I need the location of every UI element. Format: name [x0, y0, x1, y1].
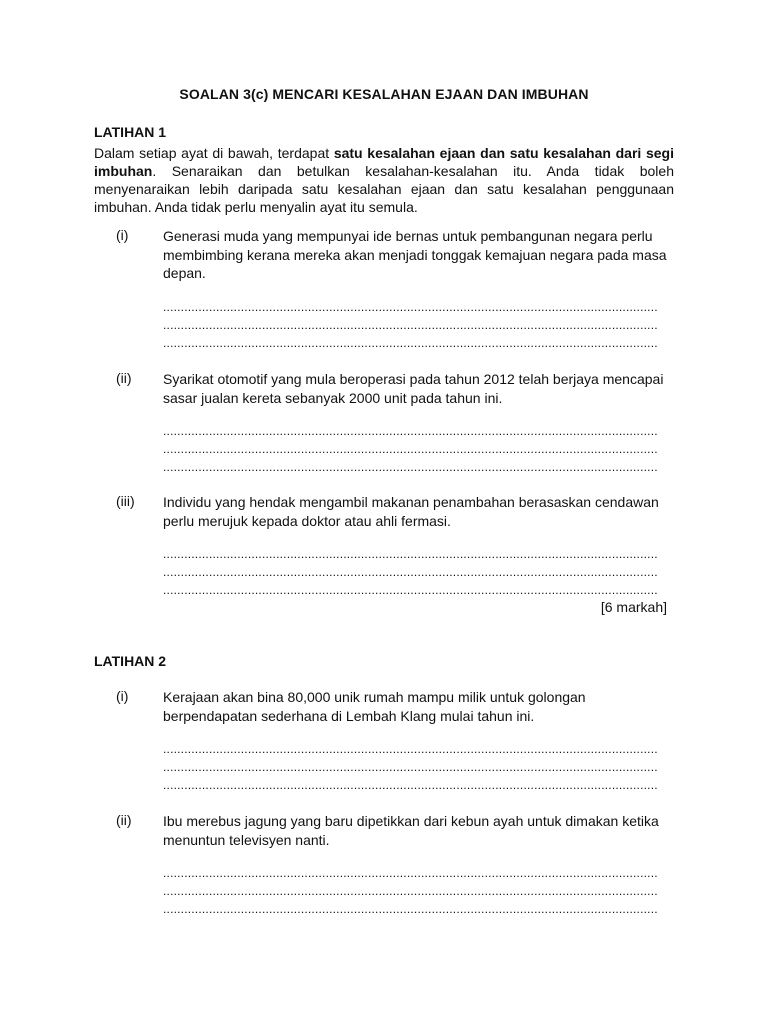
latihan-1-heading: LATIHAN 1	[94, 124, 167, 140]
instructions-paragraph	[94, 144, 674, 216]
question-text: Ibu merebus jagung yang baru dipetikkan dari kebun ayah untuk dimakan ketika menuntun televisyen nanti.	[163, 813, 659, 848]
instructions-text-2: . Senaraikan dan betulkan kesalahan-kesalahan itu. Anda tidak boleh menyenaraikan lebih daripada satu kesalahan ejaan dan satu kesalahan penggunaan imbuhan. Anda tidak perlu menyalin ayat itu semula.	[94, 163, 674, 215]
answer-line[interactable]: ............................................................................................................................................	[163, 565, 658, 579]
page-title: SOALAN 3(c) MENCARI KESALAHAN EJAAN DAN IMBUHAN	[179, 86, 589, 102]
answer-line[interactable]: ............................................................................................................................................	[163, 442, 658, 456]
answer-line[interactable]: ............................................................................................................................................	[163, 300, 658, 314]
question-text: Individu yang hendak mengambil makanan penambahan berasaskan cendawan perlu merujuk kepada doktor atau ahli fermasi.	[163, 494, 659, 529]
question-number: (ii)	[116, 812, 132, 828]
answer-line[interactable]: ............................................................................................................................................	[163, 742, 658, 756]
answer-line[interactable]: ............................................................................................................................................	[163, 760, 658, 774]
latihan-2-heading: LATIHAN 2	[94, 653, 167, 669]
answer-lines-l1-q1	[163, 298, 675, 352]
answer-line[interactable]: ............................................................................................................................................	[163, 884, 658, 898]
answer-lines-l1-q2	[163, 422, 675, 476]
question-number: (ii)	[116, 370, 132, 386]
answer-lines-l1-q3	[163, 545, 675, 599]
question-text: Generasi muda yang mempunyai ide bernas untuk pembangunan negara perlu membimbing kerana mereka akan menjadi tonggak kemajuan negara pada masa depan.	[163, 228, 667, 281]
question-number: (i)	[116, 227, 129, 243]
instructions-text-1: Dalam setiap ayat di bawah, terdapat	[94, 145, 334, 161]
question-text: Syarikat otomotif yang mula beroperasi pada tahun 2012 telah berjaya mencapai sasar jualan kereta sebanyak 2000 unit pada tahun ini.	[163, 371, 664, 406]
answer-line[interactable]: ............................................................................................................................................	[163, 424, 658, 438]
answer-line[interactable]: ............................................................................................................................................	[163, 318, 658, 332]
answer-line[interactable]: ............................................................................................................................................	[163, 460, 658, 474]
answer-line[interactable]: ............................................................................................................................................	[163, 583, 658, 597]
answer-lines-l2-q2	[163, 864, 675, 918]
answer-line[interactable]: ............................................................................................................................................	[163, 547, 658, 561]
question-number: (iii)	[116, 493, 135, 509]
answer-line[interactable]: ............................................................................................................................................	[163, 866, 658, 880]
question-text: Kerajaan akan bina 80,000 unik rumah mampu milik untuk golongan berpendapatan sederhana di Lembah Klang mulai tahun ini.	[163, 689, 586, 724]
instructions-bold-text: satu kesalahan ejaan dan satu kesalahan dari segi imbuhan	[94, 145, 674, 179]
answer-line[interactable]: ............................................................................................................................................	[163, 336, 658, 350]
answer-line[interactable]: ............................................................................................................................................	[163, 778, 658, 792]
answer-line[interactable]: ............................................................................................................................................	[163, 902, 658, 916]
answer-lines-l2-q1	[163, 740, 675, 794]
marks-label: [6 markah]	[600, 599, 667, 615]
question-number: (i)	[116, 688, 129, 704]
